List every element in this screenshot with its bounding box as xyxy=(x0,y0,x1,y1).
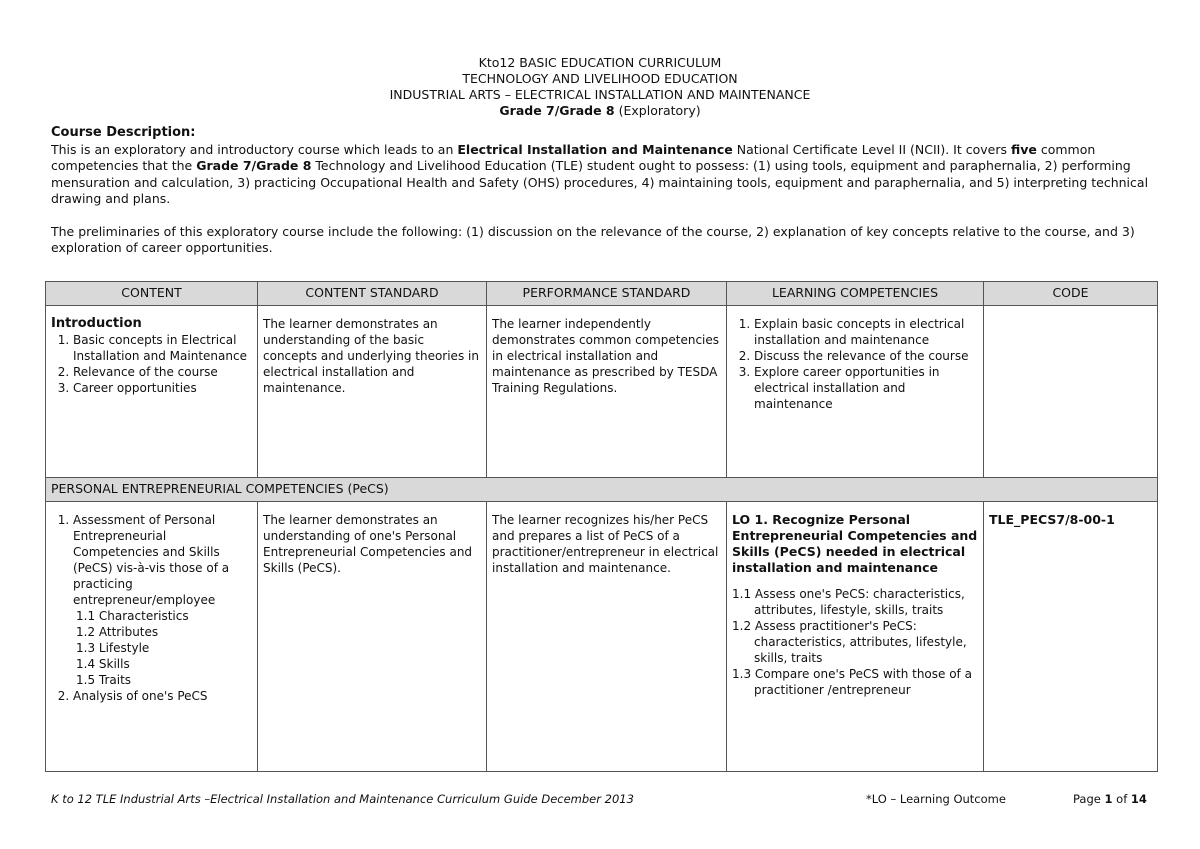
pecs-code: TLE_PECS7/8-00-1 xyxy=(984,502,1158,772)
course-description-paragraph-1: This is an exploratory and introductory course which leads to an Electrical Installation and Maintenance National Certificate Level II (NCII). It covers five common competencies that the Grade 7/Grade 8 Technology and Livelihood Education (TLE) student ought to possess: (1) using tools, equipment and paraphernalia, 2) performing mensuration and calculation, 3) practicing Occupational Health and Safety (OHS) procedures, 4) maintaining tools, equipment and paraphernalia, and 5) interpreting technical drawing and plans. xyxy=(51,141,1149,206)
course-description-paragraph-2: The preliminaries of this exploratory course include the following: (1) discussion on the relevance of the course, 2) explanation of key concepts relative to the course, and 3) exploration of career opportunities. xyxy=(51,223,1135,255)
table-header-row xyxy=(46,282,1158,306)
table-row xyxy=(46,306,1158,478)
list-item: 1.2 Attributes xyxy=(76,625,159,639)
grade-type: (Exploratory) xyxy=(618,103,701,118)
pecs-content-cell xyxy=(46,502,258,772)
list-item xyxy=(73,512,252,688)
pecs-content-standard: The learner demonstrates an understanding of one's Personal Entrepreneurial Competencies and Skills (PeCS). xyxy=(258,502,487,772)
pecs-content-list xyxy=(51,512,252,704)
intro-list xyxy=(51,332,252,396)
lo-item: 1.1 Assess one's PeCS: characteristics, attributes, lifestyle, skills, traits xyxy=(732,587,965,617)
list-item: 2. Discuss the relevance of the course xyxy=(754,348,978,364)
header-content-standard: CONTENT STANDARD xyxy=(258,282,487,306)
learning-outcome-title: LO 1. Recognize Personal Entrepreneurial Competencies and Skills (PeCS) needed in electrical installation and maintenance xyxy=(732,512,978,575)
list-item: 2. Analysis of one's PeCS xyxy=(73,688,252,704)
intro-content-cell xyxy=(46,306,258,478)
intro-content-standard: The learner demonstrates an understanding of the basic concepts and underlying theories in electrical installation and maintenance. xyxy=(258,306,487,478)
lo-item: 1.3 Compare one's PeCS with those of a practitioner /entrepreneur xyxy=(732,667,972,697)
header-line-2: TECHNOLOGY AND LIVELIHOOD EDUCATION xyxy=(462,71,738,86)
list-item: 1.1 Characteristics xyxy=(76,609,189,623)
footer-document-title: K to 12 TLE Industrial Arts –Electrical Installation and Maintenance Curriculum Guide December 2013 xyxy=(51,792,634,806)
header-content: CONTENT xyxy=(46,282,258,306)
curriculum-table xyxy=(45,281,1158,772)
pecs-sublist xyxy=(73,608,252,688)
intro-competencies-cell xyxy=(727,306,984,478)
lo-item: 1.2 Assess practitioner's PeCS: characteristics, attributes, lifestyle, skills, traits xyxy=(732,619,967,665)
document-header xyxy=(0,55,1200,119)
header-line-3: INDUSTRIAL ARTS – ELECTRICAL INSTALLATION AND MAINTENANCE xyxy=(389,87,811,102)
section-title: PERSONAL ENTREPRENEURIAL COMPETENCIES (PeCS) xyxy=(46,478,1158,502)
pecs-performance-standard: The learner recognizes his/her PeCS and prepares a list of PeCS of a practitioner/entrepreneur in electrical installation and maintenance. xyxy=(487,502,727,772)
list-item: 1.4 Skills xyxy=(76,657,130,671)
intro-code xyxy=(984,306,1158,478)
list-item: 1.3 Lifestyle xyxy=(76,641,150,655)
header-line-1: Kto12 BASIC EDUCATION CURRICULUM xyxy=(478,55,722,70)
header-code: CODE xyxy=(984,282,1158,306)
course-description xyxy=(51,125,1161,257)
pecs-competencies-cell xyxy=(727,502,984,772)
list-item: 1.5 Traits xyxy=(76,673,132,687)
intro-performance-standard: The learner independently demonstrates common competencies in electrical installation and maintenance as prescribed by TESDA Training Regulations. xyxy=(487,306,727,478)
footer-page-number: Page 1 of 14 xyxy=(1073,792,1147,806)
list-item: 1. Basic concepts in Electrical Installation and Maintenance xyxy=(73,332,252,364)
intro-title: Introduction xyxy=(51,316,142,331)
header-line-4 xyxy=(0,103,1200,119)
table-row xyxy=(46,502,1158,772)
list-item: 1. Explain basic concepts in electrical installation and maintenance xyxy=(754,316,978,348)
intro-competencies-list xyxy=(732,316,978,412)
pecs-item-1: Assessment of Personal Entrepreneurial Competencies and Skills (PeCS) vis-à-vis those of a practicing entrepreneur/employee xyxy=(73,513,230,607)
header-performance-standard: PERFORMANCE STANDARD xyxy=(487,282,727,306)
list-item: 3. Career opportunities xyxy=(73,380,252,396)
course-description-label: Course Description: xyxy=(51,125,196,140)
grade-label: Grade 7/Grade 8 xyxy=(499,103,615,118)
section-row xyxy=(46,478,1158,502)
footer-lo-note: *LO – Learning Outcome xyxy=(866,792,1006,806)
list-item: 2. Relevance of the course xyxy=(73,364,252,380)
header-learning-competencies: LEARNING COMPETENCIES xyxy=(727,282,984,306)
list-item: 3. Explore career opportunities in electrical installation and maintenance xyxy=(754,364,978,412)
